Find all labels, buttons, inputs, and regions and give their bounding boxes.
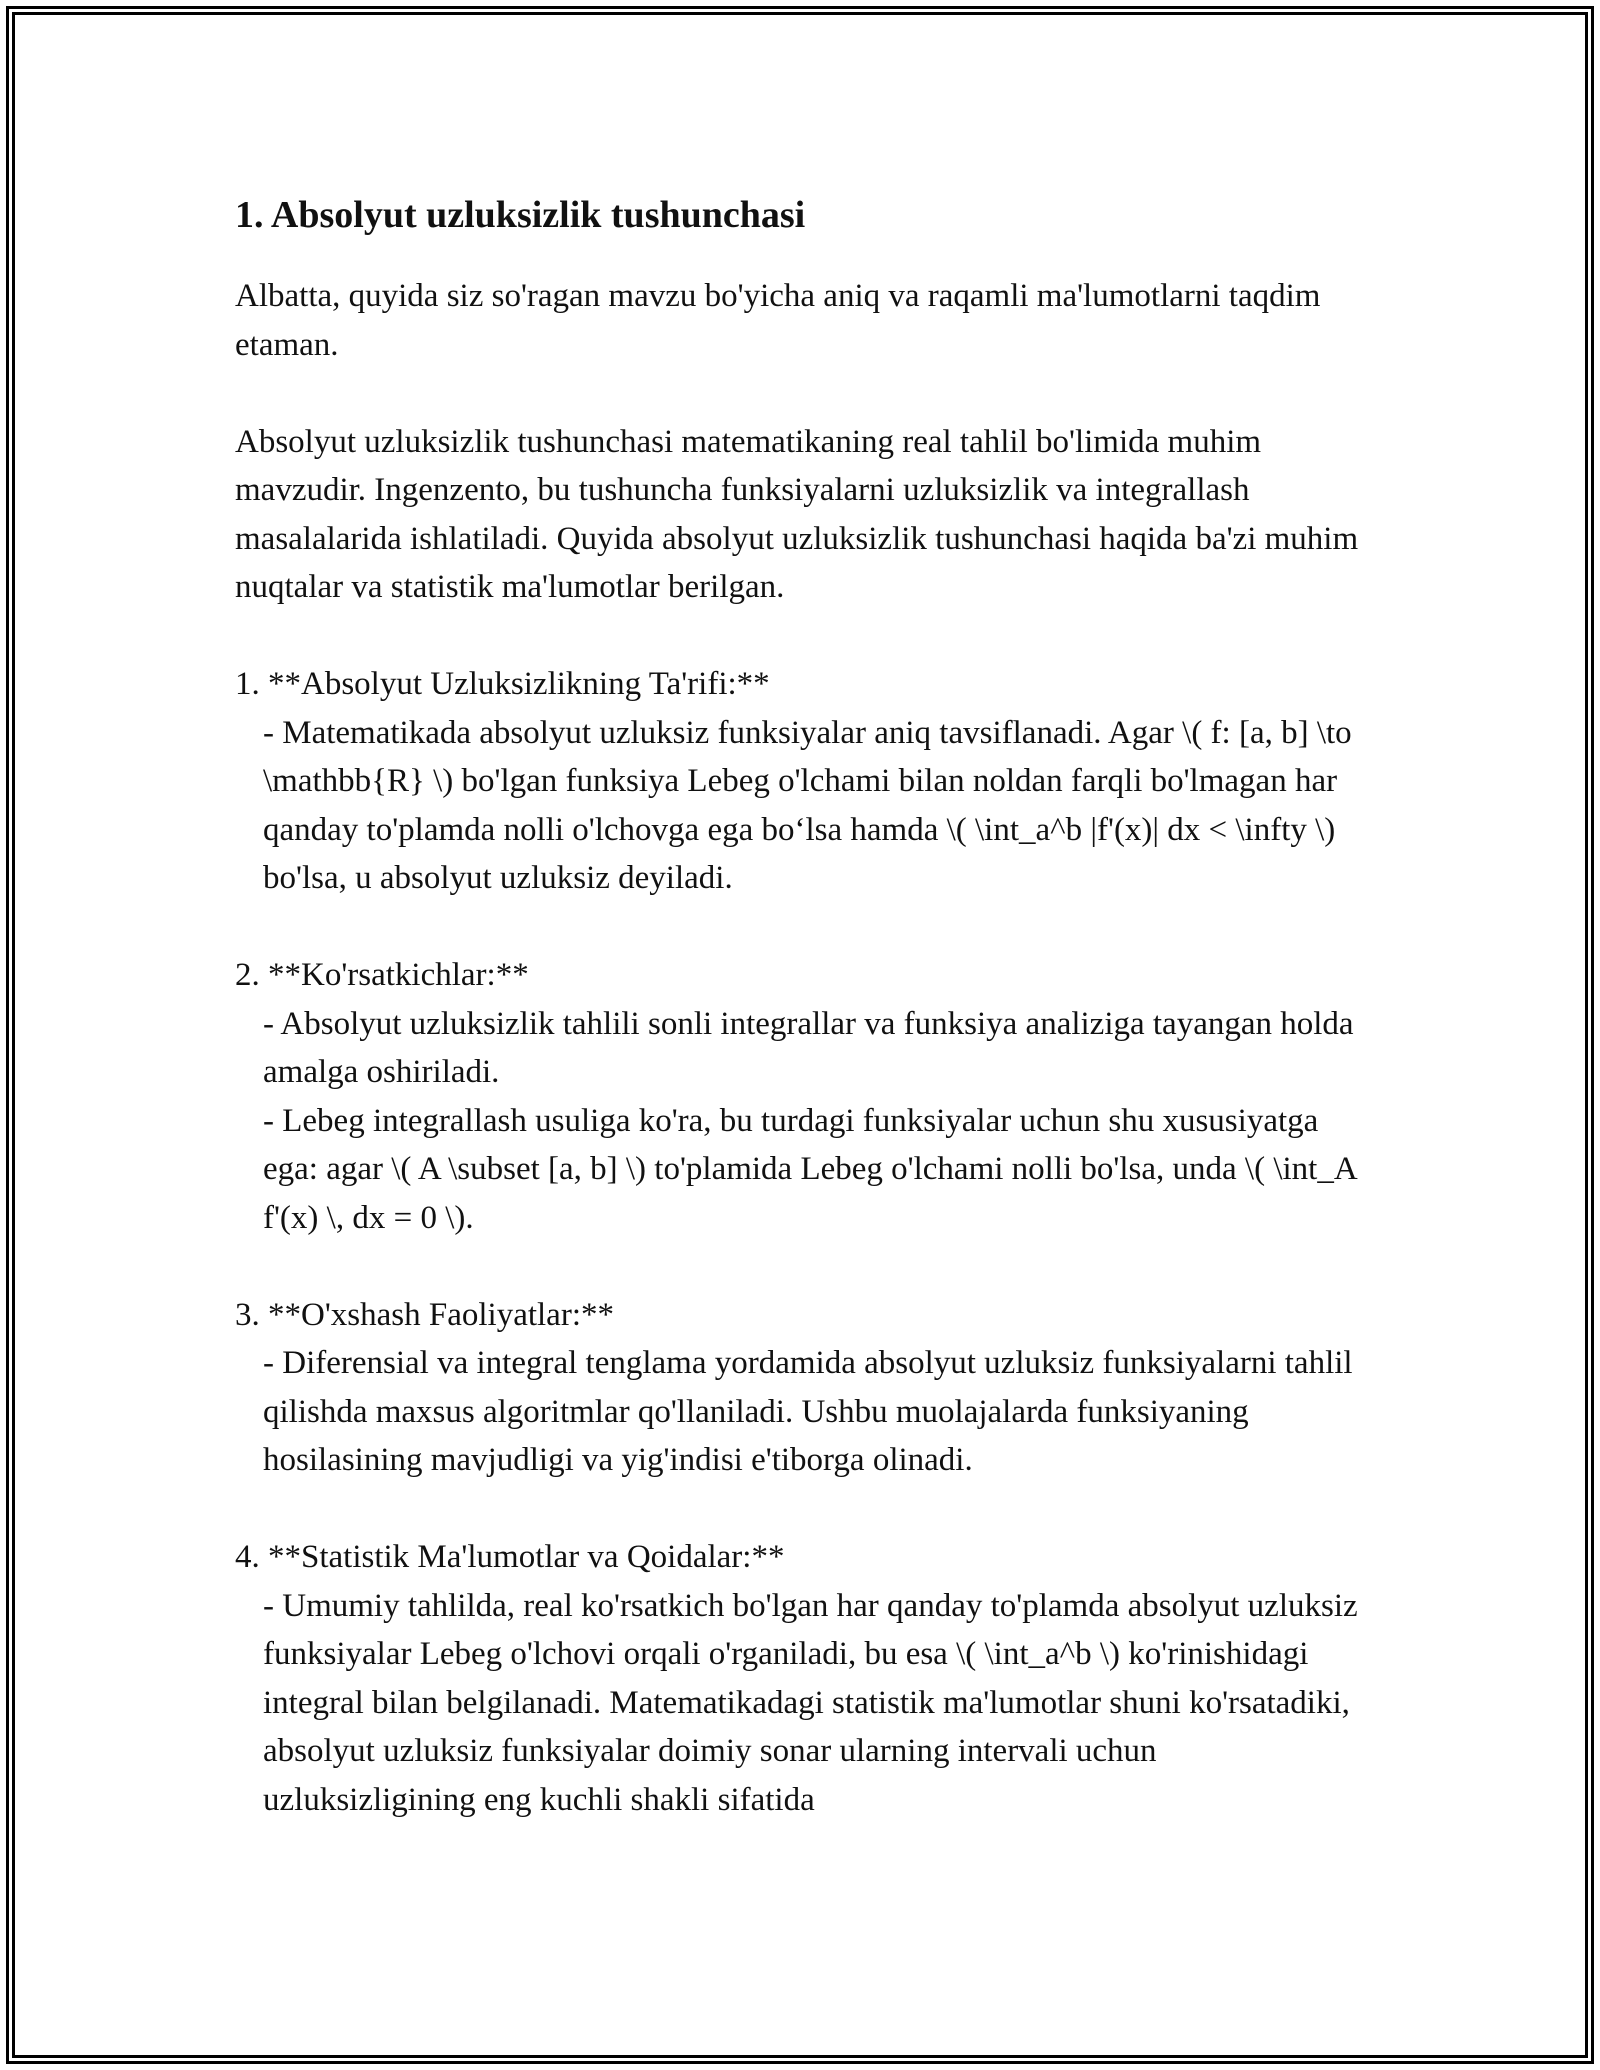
section-1-title: 1. **Absolyut Uzluksizlikning Ta'rifi:** <box>235 666 770 702</box>
section-4-item-1: - Umumiy tahlilda, real ko'rsatkich bo'lgan har qanday to'plamda absolyut uzluksiz funksiyalar Lebeg o'lchovi orqali o'rganiladi, bu esa \( \int_a^b \) ko'rinishidagi integral bilan belgilanadi. Matematikadagi statistik ma'lumotlar shuni ko'rsatadiki, absolyut uzluksiz funksiyalar doimiy sonar ularning intervali uchun uzluksizligining eng kuchli shakli sifatida <box>263 1587 1358 1818</box>
section-2-item-2: - Lebeg integrallash usuliga ko'ra, bu turdagi funksiyalar uchun shu xususiyatga ega: agar \( A \subset [a, b] \) to'plamida Lebeg o'lchami nolli bo'lsa, unda \( \int_A f'(x) \, dx = 0 \). <box>263 1102 1356 1236</box>
section-2-title: 2. **Ko'rsatkichlar:** <box>235 957 529 993</box>
intro-paragraph: Albatta, quyida siz so'ragan mavzu bo'yicha aniq va raqamli ma'lumotlarni taqdim etaman. <box>235 278 1321 363</box>
section-2 <box>235 951 1375 1242</box>
section-4-title: 4. **Statistik Ma'lumotlar va Qoidalar:** <box>235 1539 785 1575</box>
section-4 <box>235 1533 1375 1824</box>
section-1-item-1: - Matematikada absolyut uzluksiz funksiyalar aniq tavsiflanadi. Agar \( f: [a, b] \to \mathbb{R} \) bo'lgan funksiya Lebeg o'lchami bilan noldan farqli bo'lmagan har qanday to'plamda nolli o'lchovga ega bo‘lsa hamda \( \int_a^b |f'(x)| dx < \infty \) bo'lsa, u absolyut uzluksiz deyiladi. <box>263 714 1352 896</box>
section-heading: 1. Absolyut uzluksizlik tushunchasi <box>235 194 806 236</box>
section-3-title: 3. **O'xshash Faoliyatlar:** <box>235 1296 614 1333</box>
document-body <box>235 184 1375 1824</box>
section-3-item-1: - Diferensial va integral tenglama yordamida absolyut uzluksiz funksiyalarni tahlil qilishda maxsus algoritmlar qo'llaniladi. Ushbu muolajalarda funksiyaning hosilasining mavjudligi va yig'indisi e'tiborga olinadi. <box>263 1345 1353 1478</box>
section-2-item-1: - Absolyut uzluksizlik tahlili sonli integrallar va funksiya analiziga tayangan holda amalga oshiriladi. <box>263 1005 1354 1090</box>
overview-paragraph: Absolyut uzluksizlik tushunchasi matematikaning real tahlil bo'limida muhim mavzudir. Ingenzento, bu tushuncha funksiyalarni uzluksizlik va integrallash masalalarida ishlatiladi. Quyida absolyut uzluksizlik tushunchasi haqida ba'zi muhim nuqtalar va statistik ma'lumotlar berilgan. <box>235 423 1359 605</box>
section-1 <box>235 660 1375 903</box>
section-3 <box>235 1291 1375 1485</box>
